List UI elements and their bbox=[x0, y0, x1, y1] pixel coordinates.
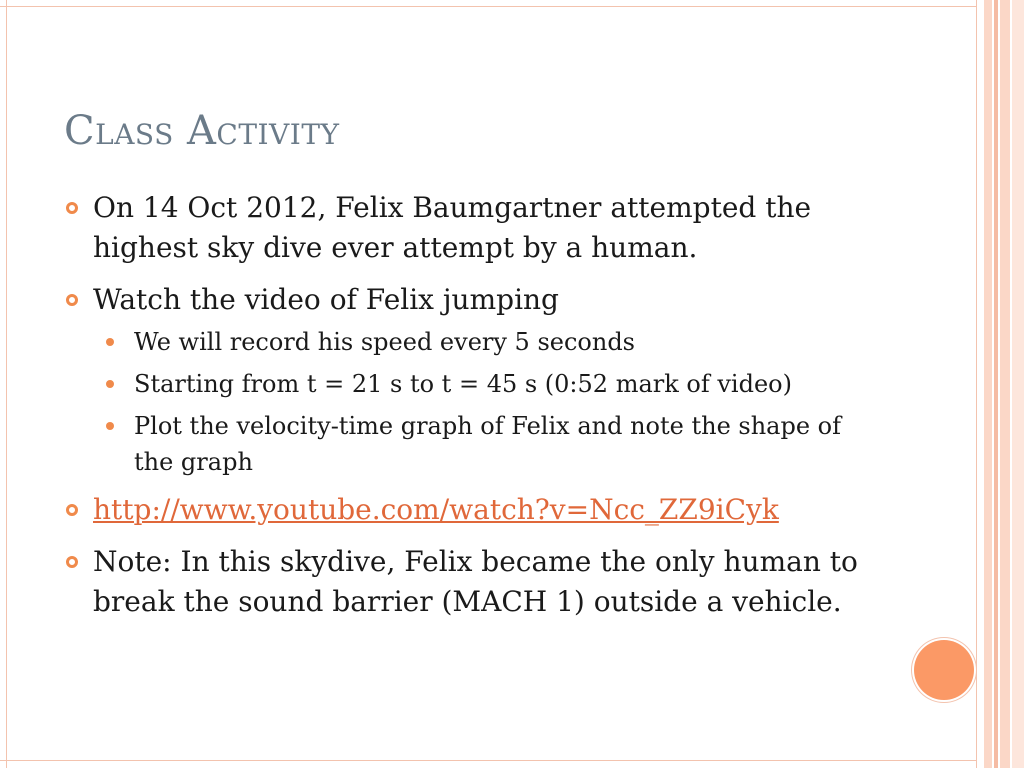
bullet-icon bbox=[66, 294, 78, 306]
sub-bullet-item bbox=[66, 408, 886, 480]
bullet-text: Note: In this skydive, Felix became the only human to break the sound barrier (MACH 1) outside a vehicle. bbox=[93, 545, 858, 618]
bullet-icon bbox=[66, 556, 78, 568]
decorative-circle bbox=[914, 640, 974, 700]
sub-bullet-item bbox=[66, 366, 886, 402]
bullet-text: On 14 Oct 2012, Felix Baumgartner attempted the highest sky dive ever attempt by a human. bbox=[93, 191, 812, 264]
stripe bbox=[984, 0, 992, 768]
stripe bbox=[1012, 0, 1024, 768]
sub-bullet-item bbox=[66, 324, 886, 360]
bullet-item bbox=[66, 188, 886, 268]
bullet-item bbox=[66, 542, 886, 622]
stripe bbox=[1000, 0, 1010, 768]
stripe bbox=[994, 0, 998, 768]
sub-bullet-icon bbox=[106, 380, 114, 388]
frame-bottom-line bbox=[0, 760, 976, 761]
stripe bbox=[976, 0, 977, 768]
sub-bullet-text: We will record his speed every 5 seconds bbox=[134, 328, 635, 356]
slide-title: Class Activity bbox=[64, 108, 340, 154]
frame-left-line bbox=[6, 0, 7, 768]
right-decorative-band bbox=[976, 0, 1024, 768]
bullet-icon bbox=[66, 202, 78, 214]
youtube-link[interactable]: http://www.youtube.com/watch?v=Ncc_ZZ9iCyk bbox=[93, 493, 779, 526]
sub-bullet-icon bbox=[106, 338, 114, 346]
sub-bullet-text: Starting from t = 21 s to t = 45 s (0:52 mark of video) bbox=[134, 370, 792, 398]
bullet-icon bbox=[66, 504, 78, 516]
frame-top-line bbox=[0, 6, 976, 7]
sub-bullet-text: Plot the velocity-time graph of Felix and note the shape of the graph bbox=[134, 412, 842, 476]
bullet-text: Watch the video of Felix jumping bbox=[93, 283, 559, 316]
slide-content bbox=[66, 188, 886, 634]
bullet-item bbox=[66, 280, 886, 320]
sub-bullet-icon bbox=[106, 422, 114, 430]
bullet-item bbox=[66, 490, 886, 530]
